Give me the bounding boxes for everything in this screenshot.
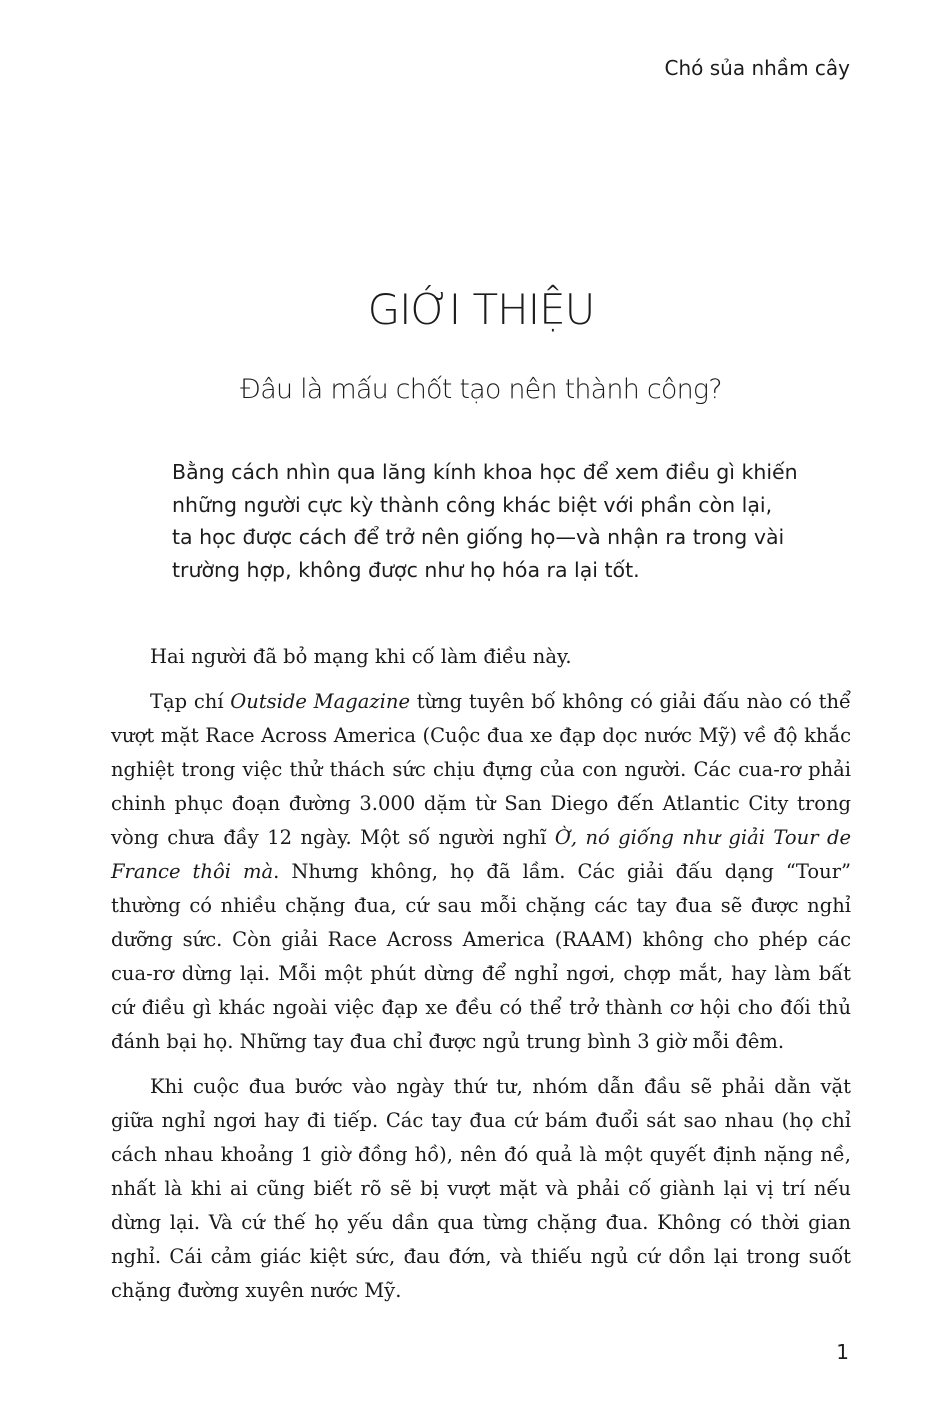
paragraph-1: Hai người đã bỏ mạng khi cố làm điều này.: [150, 645, 572, 668]
body-text: [111, 640, 851, 1319]
paragraph-2-text-c: từng tuyên bố không có giải đấu nào có thể vượt mặt Race Across America (Cuộc đua xe đạp dọc nước Mỹ) về độ khắc nghiệt trong việc thử thách sức chịu đựng của con người. Các cua-rơ phải chinh phục đoạn đường 3.000 dặm từ San Diego đến Atlantic City trong vòng chưa đầy 12 ngày. Một số người nghĩ: [111, 690, 851, 849]
paragraph-3: Khi cuộc đua bước vào ngày thứ tư, nhóm dẫn đầu sẽ phải dằn vặt giữa nghỉ ngơi hay đi tiếp. Các tay đua cứ bám đuổi sát sao nhau (họ chỉ cách nhau khoảng 1 giờ đồng hồ), nên đó quả là một quyết định nặng nề, nhất là khi ai cũng biết rõ sẽ bị vượt mặt và phải cố giành lại vị trí nếu dừng lại. Và cứ thế họ yếu dần qua từng chặng đua. Không có thời gian nghỉ. Cái cảm giác kiệt sức, đau đớn, và thiếu ngủ cứ dồn lại trong suốt chặng đường xuyên nước Mỹ.: [111, 1075, 851, 1302]
magazine-title: Outside Magazine: [230, 690, 410, 713]
page-number: 1: [836, 1340, 849, 1364]
epigraph: Bằng cách nhìn qua lăng kính khoa học để xem điều gì khiến những người cực kỳ thành công khác biệt với phần còn lại, ta học được cách để trở nên giống họ—và nhận ra trong vài trường hợp, không được như họ hóa ra lại tốt.: [172, 460, 798, 582]
chapter-subtitle: Đâu là mấu chốt tạo nên thành công?: [240, 374, 722, 405]
chapter-title: GIỚI THIỆU: [367, 285, 595, 334]
paragraph-2-text-e: . Nhưng không, họ đã lầm. Các giải đấu dạng “Tour” thường có nhiều chặng đua, cứ sau mỗi chặng các tay đua sẽ được nghỉ dưỡng sức. Còn giải Race Across America (RAAM) không cho phép các cua-rơ dừng lại. Mỗi một phút dừng để nghỉ ngơi, chợp mắt, hay làm bất cứ điều gì khác ngoài việc đạp xe đều có thể trở thành cơ hội cho đối thủ đánh bại họ. Những tay đua chỉ được ngủ trung bình 3 giờ mỗi đêm.: [111, 860, 851, 1053]
paragraph-2-text-a: Tạp chí: [150, 690, 231, 713]
paragraph-2: [111, 685, 851, 1059]
running-head: Chó sủa nhầm cây: [664, 56, 850, 80]
italic-thought: Ờ, nó giống như giải Tour de France thôi mà: [111, 826, 852, 883]
